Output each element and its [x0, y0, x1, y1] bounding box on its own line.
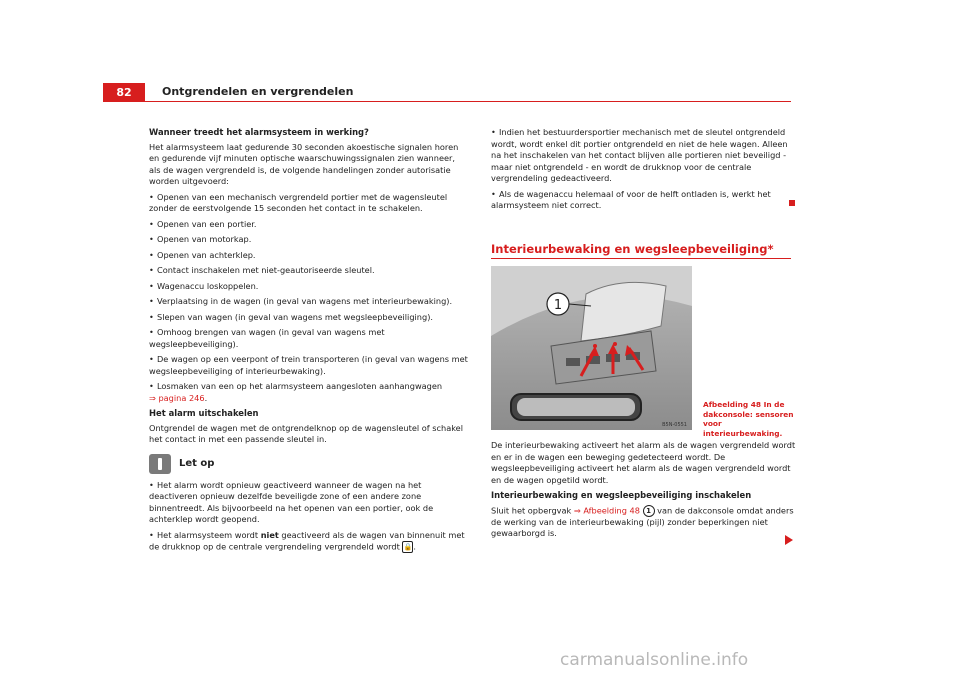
list-item — [149, 296, 469, 308]
bullet-dot: • — [149, 529, 154, 540]
tip-item-text: Het alarm wordt opnieuw geactiveerd wanneer de wagen na het deactiveren opnieuw dezelfde beveiligde zone of een andere zone binnentreedt. Als bijvoorbeeld na het openen van een portier, ook de achterklep wordt geopend. — [149, 479, 434, 524]
continue-arrow-icon — [785, 535, 793, 545]
list-item-text: Openen van een portier. — [157, 218, 257, 229]
bullet-dot: • — [149, 354, 154, 364]
tip-item-text: Het alarmsysteem wordt — [157, 529, 261, 540]
figure-roof-console — [491, 266, 692, 430]
list-item-text: Als de wagenaccu helemaal of voor de helft ontladen is, werkt het alarmsysteem niet correct. — [491, 188, 771, 210]
list-item — [149, 234, 469, 246]
lock-icon: 🔒 — [403, 543, 413, 551]
list-item-text: Slepen van wagen (in geval van wagens met wegsleepbeveiliging). — [157, 311, 433, 322]
list-item — [149, 250, 469, 262]
list-item-end: . — [204, 392, 208, 403]
paragraph-enable-monitoring — [491, 505, 796, 540]
list-item — [149, 265, 469, 277]
paragraph-alarm-intro: Het alarmsysteem laat gedurende 30 seconden akoestische signalen horen en gedurende vijf minuten optische waarschuwingssignalen zien wanneer, als de wagen vergrendeld is, de volgende handelingen zonder autorisatie worden uitgevoerd: — [149, 141, 459, 186]
section-end-marker — [789, 200, 795, 206]
console-button — [566, 358, 580, 366]
list-item-text: Contact inschakelen met niet-geautoriseerde sleutel. — [157, 265, 375, 275]
list-item-text: Openen van een mechanisch vergrendeld portier met de wagensleutel zonder de eerstvolgende 15 seconden het contact in te schakelen. — [149, 191, 448, 213]
callout-ref: 1 — [643, 505, 655, 517]
paragraph-text: van de dakconsole omdat anders de werking van de interieurbewaking (pijl) zonder beperkingen niet gewaarborgd is. — [491, 505, 794, 538]
tip-header — [149, 454, 469, 474]
header-rule — [103, 101, 791, 102]
list-item — [491, 127, 796, 185]
bullet-dot: • — [149, 249, 154, 260]
roof-console-illustration — [491, 266, 692, 430]
list-item — [149, 381, 469, 404]
bullet-dot: • — [149, 479, 154, 490]
bullet-dot: • — [149, 234, 154, 244]
figure-reference-link[interactable]: ⇒ Afbeelding 48 — [573, 505, 640, 515]
list-item — [149, 327, 469, 350]
list-item-text: Openen van motorkap. — [157, 234, 252, 244]
bullet-dot: • — [491, 127, 496, 137]
heading-alarm-trigger: Wanneer treedt het alarmsysteem in werking? — [149, 127, 369, 137]
paragraph-alarm-off: Ontgrendel de wagen met de ontgrendelknop op de wagensleutel of schakel het contact in met een passende sleutel in. — [149, 422, 463, 444]
page-reference-link[interactable]: ⇒ pagina 246 — [149, 392, 205, 403]
right-column — [491, 127, 796, 216]
callout-label: 1 — [553, 298, 563, 313]
bullet-dot: • — [149, 280, 154, 291]
list-item-text: Omhoog brengen van wagen (in geval van wagens met wegsleepbeveiliging). — [149, 327, 385, 349]
page-number-badge: 82 — [103, 83, 145, 102]
tip-item-end: . — [413, 541, 417, 552]
section-rule — [491, 258, 791, 259]
list-item — [149, 281, 469, 293]
bullet-dot: • — [149, 265, 154, 275]
list-item-text: Openen van achterklep. — [157, 249, 256, 260]
figure-caption: Afbeelding 48 In de dakconsole: sensoren voor interieurbewaking. — [703, 400, 794, 438]
heading-enable-monitoring: Interieurbewaking en wegsleepbeveiliging inschakelen — [491, 490, 752, 500]
figure-code: B5N-0551 — [662, 422, 687, 428]
tip-item — [149, 530, 469, 554]
list-item-text: Indien het bestuurdersportier mechanisch met de sleutel ontgrendeld wordt, wordt enkel dit portier ontgrendeld en niet de hele wagen. Alleen na het inschakelen van het contact blijven alle portieren niet beveiligd - maar niet ontgrendeld - en wordt de drukknop voor de centrale vergrendeling gedeactiveerd. — [491, 127, 788, 183]
tip-label: Let op — [179, 457, 215, 469]
right-lower-text — [491, 440, 796, 544]
mirror-glass — [517, 398, 635, 416]
tip-item-text: geactiveerd als de wagen van binnenuit met de drukknop op de centrale vergrendeling vergrendeld wordt — [149, 529, 465, 552]
bullet-dot: • — [149, 327, 154, 337]
list-item-text: Verplaatsing in de wagen (in geval van wagens met interieurbewaking). — [157, 296, 453, 306]
paragraph-text: Sluit het opbergvak — [491, 505, 574, 515]
tip-item — [149, 480, 469, 526]
bullet-dot: • — [491, 188, 496, 199]
list-item — [149, 219, 469, 231]
list-item-text: Losmaken van een op het alarmsysteem aangesloten aanhangwagen — [157, 381, 443, 391]
bullet-dot: • — [149, 381, 154, 391]
list-item — [149, 312, 469, 324]
list-item-text: De wagen op een veerpont of trein transporteren (in geval van wagens met wegsleepbeveiliging of interieurbewaking). — [149, 354, 468, 376]
list-item — [149, 192, 469, 215]
section-heading: Interieurbewaking en wegsleepbeveiliging* — [491, 242, 774, 256]
info-icon — [149, 454, 171, 474]
watermark: carmanualsonline.info — [560, 650, 749, 670]
list-item-text: Wagenaccu loskoppelen. — [157, 280, 259, 291]
list-item — [491, 189, 796, 212]
paragraph-interior-monitoring: De interieurbewaking activeert het alarm als de wagen vergrendeld wordt en er in de wagen een beweging gedetecteerd wordt. De wegsleepbeveiliging activeert het alarm als de wagen vergrendeld wordt en de wagen opgetild wordt. — [491, 440, 796, 485]
left-column — [149, 127, 469, 557]
chapter-title: Ontgrendelen en vergrendelen — [162, 85, 354, 98]
bullet-dot: • — [149, 311, 154, 322]
heading-alarm-off: Het alarm uitschakelen — [149, 408, 259, 418]
bullet-dot: • — [149, 191, 154, 202]
list-item — [149, 354, 469, 377]
bullet-dot: • — [149, 218, 154, 229]
tip-item-emphasis: niet — [260, 529, 279, 540]
bullet-dot: • — [149, 296, 154, 306]
